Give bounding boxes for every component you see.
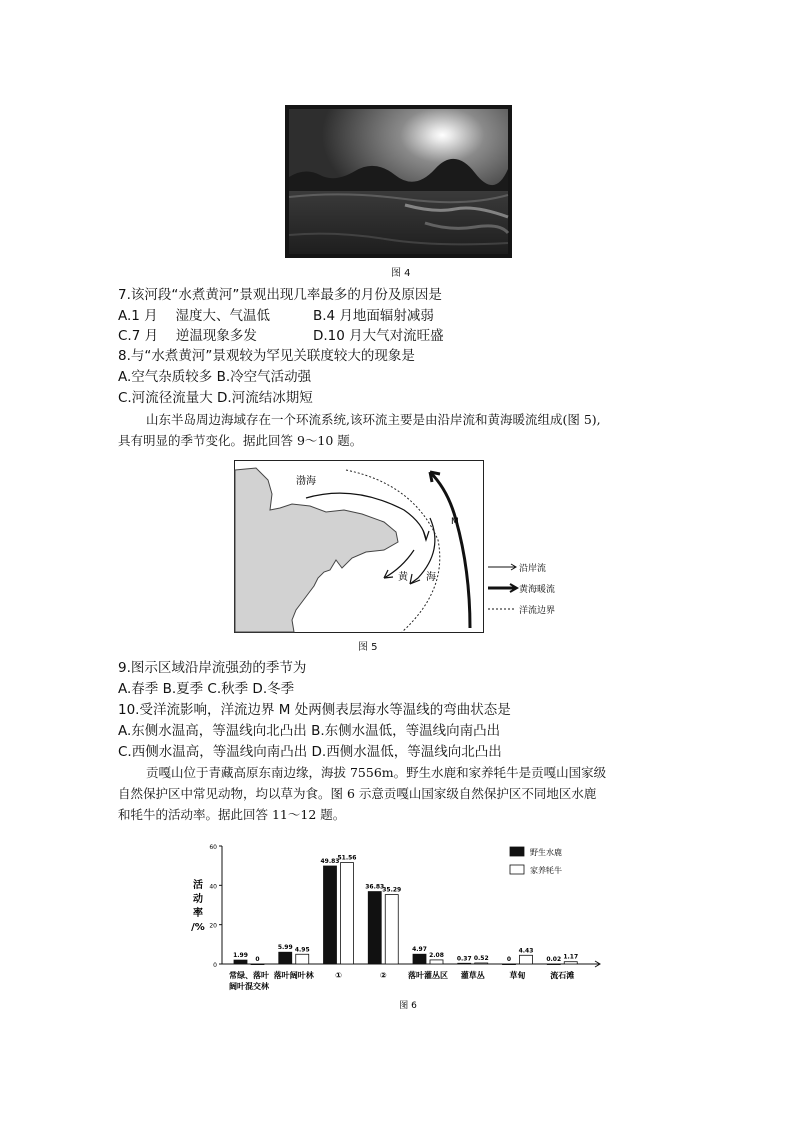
bar-deer bbox=[503, 964, 516, 965]
bar-deer bbox=[547, 964, 560, 965]
category-label: 常绿、落叶 bbox=[229, 971, 269, 980]
legend-swatch bbox=[510, 865, 524, 874]
q8-options-ab: A.空气杂质较多 B.冷空气活动强 bbox=[118, 369, 312, 385]
category-label: ① bbox=[335, 971, 342, 980]
legend-warm-current: 黄海暖流 bbox=[519, 585, 556, 595]
data-label: 1.17 bbox=[563, 953, 579, 961]
data-label: 4.43 bbox=[518, 947, 534, 955]
intro2-line3: 和牦牛的活动率。据此回答 11～12 题。 bbox=[118, 807, 346, 822]
q7-option-d: D.10 月大气对流旺盛 bbox=[313, 328, 444, 344]
q7-option-b: B.4 月地面辐射减弱 bbox=[313, 308, 434, 324]
figure5-caption: 图 5 bbox=[358, 642, 378, 653]
q8-stem: 8.与“水煮黄河”景观较为罕见关联度较大的现象是 bbox=[118, 348, 415, 364]
category-label: 流石滩 bbox=[550, 971, 575, 980]
figure4-caption: 图 4 bbox=[391, 268, 411, 279]
intro2-line1: 贡嘎山位于青藏高原东南边缘，海拔 7556m。野生水鹿和家养牦牛是贡嘎山国家级 bbox=[146, 765, 607, 780]
bar-yak bbox=[475, 963, 488, 964]
data-label: 5.99 bbox=[277, 944, 293, 952]
q7-stem: 7.该河段“水煮黄河”景观出现几率最多的月份及原因是 bbox=[118, 287, 442, 303]
river-fog-photo bbox=[285, 105, 512, 258]
y-tick-label: 40 bbox=[209, 883, 217, 891]
y-axis-label: 活 bbox=[193, 880, 203, 891]
data-label: 0.52 bbox=[473, 954, 489, 962]
figure6-chart bbox=[180, 836, 620, 1016]
bar-deer bbox=[324, 866, 337, 964]
q9-options: A.春季 B.夏季 C.秋季 D.冬季 bbox=[118, 681, 295, 697]
category-label: 落叶灌丛区 bbox=[408, 971, 448, 980]
q8-options-cd: C.河流径流量大 D.河流结冰期短 bbox=[118, 390, 313, 406]
bar-deer bbox=[413, 954, 426, 964]
data-label: 2.08 bbox=[429, 951, 444, 959]
bar-yak bbox=[564, 962, 577, 964]
bar-deer bbox=[279, 952, 292, 964]
category-label: 阔叶混交林 bbox=[229, 982, 269, 991]
legend-boundary: 洋流边界 bbox=[519, 606, 556, 616]
bar-yak bbox=[430, 960, 443, 964]
q10-options-cd: C.西侧水温高，等温线向南凸出 D.西侧水温低，等温线向北凸出 bbox=[118, 744, 502, 760]
q7-option-a: A.1 月 湿度大、气温低 bbox=[118, 308, 270, 324]
figure6-caption: 图 6 bbox=[399, 1001, 417, 1011]
bar-deer bbox=[368, 892, 381, 964]
category-label: 落叶阔叶林 bbox=[273, 971, 314, 980]
q10-options-ab: A.东侧水温高，等温线向北凸出 B.东侧水温低，等温线向南凸出 bbox=[118, 723, 501, 739]
bar-yak bbox=[341, 863, 354, 964]
figure5-map bbox=[234, 460, 484, 633]
bar-deer bbox=[234, 960, 247, 964]
figure5-legend bbox=[486, 560, 566, 620]
data-label: 4.95 bbox=[294, 946, 310, 954]
category-label: ② bbox=[379, 971, 387, 980]
legend-label: 家养牦牛 bbox=[530, 866, 562, 875]
intro2-line2: 自然保护区中常见动物，均以草为食。图 6 示意贡嘎山国家级自然保护区不同地区水鹿 bbox=[118, 786, 597, 801]
intro1-line2: 具有明显的季节变化。据此回答 9～10 题。 bbox=[118, 433, 363, 448]
label-huang: 黄 bbox=[398, 572, 408, 583]
y-axis-label: /% bbox=[191, 922, 205, 933]
legend-swatch bbox=[510, 847, 524, 856]
y-axis-label: 率 bbox=[193, 908, 203, 919]
data-label: 0 bbox=[506, 956, 512, 963]
data-label: 0.37 bbox=[456, 955, 472, 963]
q9-stem: 9.图示区域沿岸流强劲的季节为 bbox=[118, 660, 307, 676]
bar-yak bbox=[385, 895, 398, 964]
y-tick-label: 60 bbox=[209, 844, 217, 851]
q10-stem: 10.受洋流影响，洋流边界 M 处两侧表层海水等温线的弯曲状态是 bbox=[118, 702, 511, 718]
legend-coastal-current: 沿岸流 bbox=[519, 564, 547, 574]
label-m: M bbox=[451, 517, 459, 527]
category-label: 灌草丛 bbox=[460, 971, 485, 980]
data-label: 35.29 bbox=[382, 886, 402, 894]
data-label: 51.56 bbox=[337, 854, 357, 862]
bar-yak bbox=[520, 955, 533, 964]
figure4-photo bbox=[285, 105, 512, 258]
legend-label: 野生水鹿 bbox=[530, 848, 562, 857]
data-label: 1.99 bbox=[233, 952, 248, 960]
data-label: 36.83 bbox=[365, 883, 385, 891]
data-label: 0 bbox=[255, 956, 260, 963]
y-tick-label: 0 bbox=[213, 962, 217, 969]
y-axis-label: 动 bbox=[193, 894, 203, 905]
data-label: 4.97 bbox=[412, 946, 427, 954]
bar-yak bbox=[251, 964, 264, 965]
label-hai: 海 bbox=[426, 572, 436, 583]
label-bohai: 渤海 bbox=[296, 476, 316, 487]
category-label: 草甸 bbox=[509, 971, 526, 980]
bar-deer bbox=[458, 963, 471, 964]
intro1-line1: 山东半岛周边海域存在一个环流系统,该环流主要是由沿岸流和黄海暖流组成(图 5), bbox=[146, 412, 601, 427]
y-tick-label: 20 bbox=[209, 922, 217, 930]
q7-option-c: C.7 月 逆温现象多发 bbox=[118, 328, 257, 344]
data-label: 49.83 bbox=[320, 858, 340, 866]
data-label: 0.02 bbox=[546, 955, 562, 963]
bar-yak bbox=[296, 954, 309, 964]
